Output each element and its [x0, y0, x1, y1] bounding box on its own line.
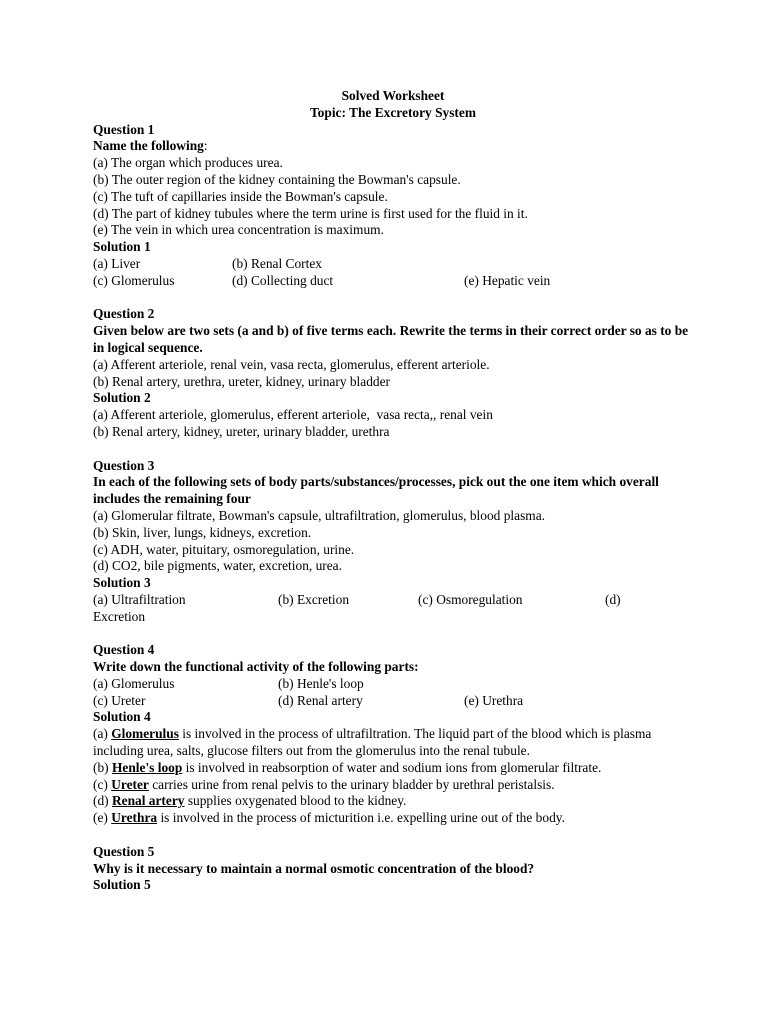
document-topic: Topic: The Excretory System [309, 104, 476, 120]
solution-1-answer-a: (a) Liver [93, 255, 141, 271]
solution-4-answer-d [93, 793, 693, 810]
solution-3-answer-c: (c) Osmoregulation [418, 591, 523, 607]
question-1-item: (e) The vein in which urea concentration is maximum. [93, 222, 384, 238]
answer-label: (e) [93, 810, 112, 826]
question-1-prompt-colon: : [203, 138, 208, 154]
answer-text: is involved in the process of micturition i.e. expelling urine out of the body. [157, 810, 565, 826]
question-4-parts-row [93, 693, 693, 710]
spacer [93, 827, 693, 844]
solution-4-answer-e [93, 810, 693, 827]
question-1-item: (c) The tuft of capillaries inside the Bowman's capsule. [93, 188, 388, 204]
answer-label: (c) [93, 776, 112, 792]
question-2-item: (a) Afferent arteriole, renal vein, vasa recta, glomerulus, efferent arteriole. [93, 356, 490, 372]
solution-1-row [93, 273, 693, 290]
solution-4-heading: Solution 4 [93, 709, 151, 725]
spacer [93, 290, 693, 307]
solution-2-answer: (a) Afferent arteriole, glomerulus, efferent arteriole, vasa recta,, renal vein [93, 407, 493, 423]
answer-label: (d) [93, 793, 112, 809]
question-5-heading: Question 5 [93, 843, 155, 859]
solution-3-row [93, 592, 693, 609]
question-1-item: (a) The organ which produces urea. [93, 155, 283, 171]
solution-1-answer-e: (e) Hepatic vein [464, 272, 551, 288]
question-4-part-a: (a) Glomerulus [93, 675, 175, 691]
solution-4-answer-a [93, 726, 693, 760]
solution-1-answer-c: (c) Glomerulus [93, 272, 175, 288]
solution-1-answer-b: (b) Renal Cortex [232, 255, 322, 271]
answer-term: Renal artery [111, 793, 185, 809]
document-title: Solved Worksheet [341, 88, 445, 103]
worksheet-page [93, 88, 693, 894]
question-2-prompt: Given below are two sets (a and b) of five terms each. Rewrite the terms in their correct order so as to be in logical sequence. [93, 323, 689, 355]
spacer [93, 626, 693, 643]
answer-text: is involved in the process of ultrafiltration. The liquid part of the blood which is plasma including urea, salts, glucose filters out from the glomerulus into the renal tubule. [93, 726, 652, 759]
question-3-item: (d) CO2, bile pigments, water, excretion, urea. [93, 558, 342, 574]
solution-1-heading: Solution 1 [93, 239, 151, 255]
spacer [93, 441, 693, 458]
question-4-part-c: (c) Ureter [93, 692, 146, 708]
answer-term: Glomerulus [111, 726, 179, 742]
question-4-part-d: (d) Renal artery [278, 692, 363, 708]
question-4-heading: Question 4 [93, 642, 155, 658]
question-4-prompt: Write down the functional activity of the following parts: [93, 659, 419, 675]
solution-3-answer-d-text: Excretion [93, 608, 146, 624]
answer-text: is involved in reabsorption of water and sodium ions from glomerular filtrate. [182, 759, 602, 775]
solution-2-heading: Solution 2 [93, 390, 151, 406]
solution-3-heading: Solution 3 [93, 575, 151, 591]
solution-3-answer-d-label: (d) [605, 591, 621, 607]
question-3-heading: Question 3 [93, 457, 155, 473]
answer-label: (b) [93, 759, 112, 775]
solution-3-answer-a: (a) Ultrafiltration [93, 591, 186, 607]
question-4-parts-row [93, 676, 693, 693]
answer-text: supplies oxygenated blood to the kidney. [184, 793, 407, 809]
question-3-item: (c) ADH, water, pituitary, osmoregulation, urine. [93, 541, 355, 557]
question-5-prompt: Why is it necessary to maintain a normal osmotic concentration of the blood? [93, 860, 535, 876]
solution-4-answer-c [93, 777, 693, 794]
solution-3-answer-b: (b) Excretion [278, 591, 350, 607]
answer-label: (a) [93, 726, 112, 742]
question-1-item: (d) The part of kidney tubules where the term urine is first used for the fluid in it. [93, 205, 528, 221]
question-4-part-e: (e) Urethra [464, 692, 524, 708]
solution-1-row [93, 256, 693, 273]
question-3-item: (b) Skin, liver, lungs, kidneys, excretion. [93, 524, 312, 540]
question-1-prompt-text: Name the following [93, 138, 204, 154]
answer-term: Henle's loop [111, 759, 183, 775]
question-1-item: (b) The outer region of the kidney containing the Bowman's capsule. [93, 171, 461, 187]
question-1-prompt [93, 138, 693, 155]
answer-term: Urethra [111, 810, 158, 826]
answer-text: carries urine from renal pelvis to the urinary bladder by urethral peristalsis. [148, 776, 555, 792]
solution-1-answer-d: (d) Collecting duct [232, 272, 334, 288]
question-3-item: (a) Glomerular filtrate, Bowman's capsule, ultrafiltration, glomerulus, blood plasma. [93, 507, 545, 523]
solution-5-heading: Solution 5 [93, 877, 151, 893]
solution-4-answer-b [93, 760, 641, 777]
answer-term: Ureter [111, 776, 149, 792]
question-2-heading: Question 2 [93, 306, 155, 322]
question-2-item: (b) Renal artery, urethra, ureter, kidney, urinary bladder [93, 373, 391, 389]
question-3-prompt: In each of the following sets of body parts/substances/processes, pick out the one item which overall includes the remaining four [93, 474, 659, 507]
question-4-part-b: (b) Henle's loop [278, 675, 364, 691]
question-1-heading: Question 1 [93, 121, 155, 137]
solution-2-answer: (b) Renal artery, kidney, ureter, urinary bladder, urethra [93, 423, 390, 439]
